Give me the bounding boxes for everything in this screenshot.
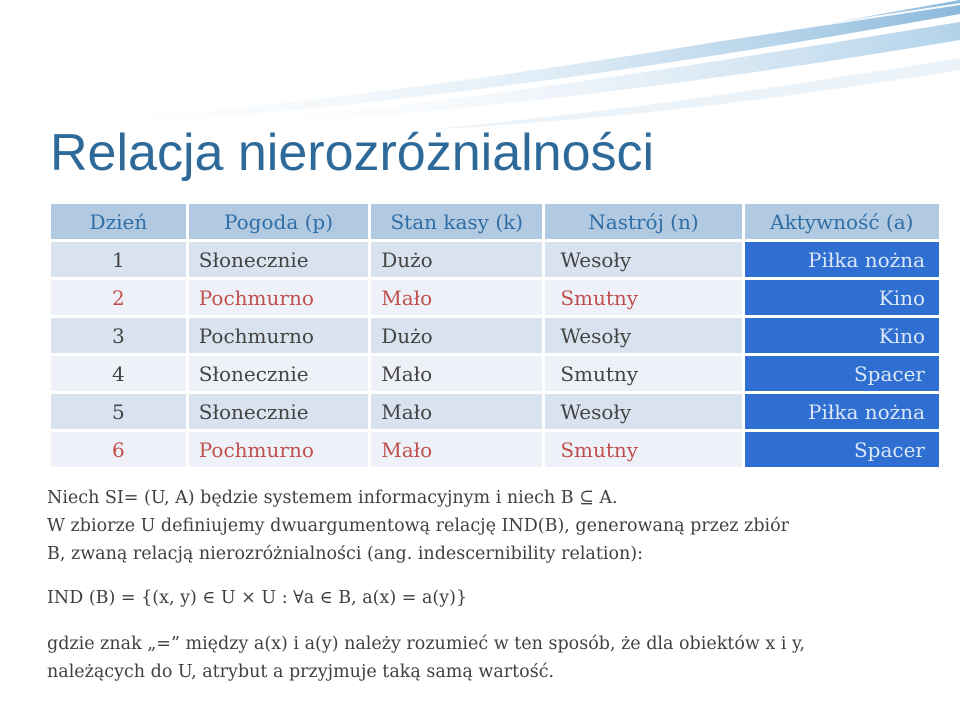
cell-activity: Piłka nożna [745, 394, 939, 429]
cell-weather: Pochmurno [189, 432, 368, 467]
definition-line: B, zwaną relacją nierozróżnialności (ang. indescernibility relation): [47, 544, 644, 564]
cell-activity: Spacer [745, 432, 939, 467]
table-row [51, 356, 939, 391]
cell-weather: Pochmurno [189, 318, 368, 353]
cell-mood: Smutny [545, 432, 741, 467]
explanation-line: gdzie znak „=” między a(x) i a(y) należy rozumieć w ten sposób, że dla obiektów x i y, [47, 634, 806, 654]
cell-weather: Słonecznie [189, 356, 368, 391]
cell-day: 1 [51, 242, 186, 277]
cell-weather: Słonecznie [189, 242, 368, 277]
cell-activity: Piłka nożna [745, 242, 939, 277]
cell-day: 6 [51, 432, 186, 467]
table-row [51, 432, 939, 467]
slide-title: Relacja nierozróżnialności [50, 124, 655, 182]
cell-mood: Wesoły [545, 242, 741, 277]
cell-mood: Wesoły [545, 394, 741, 429]
cell-mood: Wesoły [545, 318, 741, 353]
header-cash: Stan kasy (k) [371, 204, 542, 239]
cell-weather: Słonecznie [189, 394, 368, 429]
decorative-swoosh [0, 0, 960, 130]
header-mood: Nastrój (n) [545, 204, 741, 239]
cell-cash: Mało [371, 432, 542, 467]
cell-day: 2 [51, 280, 186, 315]
cell-day: 4 [51, 356, 186, 391]
cell-cash: Dużo [371, 318, 542, 353]
cell-cash: Mało [371, 280, 542, 315]
definition-line: W zbiorze U definiujemy dwuargumentową relację IND(B), generowaną przez zbiór [47, 516, 790, 536]
header-weather: Pogoda (p) [189, 204, 368, 239]
header-day: Dzień [51, 204, 186, 239]
cell-activity: Kino [745, 280, 939, 315]
table-row [51, 242, 939, 277]
definition-text [47, 484, 927, 686]
explanation-line: należących do U, atrybut a przyjmuje taką samą wartość. [47, 662, 555, 682]
cell-day: 3 [51, 318, 186, 353]
table-row [51, 394, 939, 429]
decision-table [48, 201, 942, 470]
ind-formula: IND (B) = {(x, y) ∈ U × U : ∀a ∈ B, a(x) = a(y)} [47, 588, 468, 608]
table-row [51, 280, 939, 315]
header-activity: Aktywność (a) [745, 204, 939, 239]
cell-weather: Pochmurno [189, 280, 368, 315]
cell-activity: Kino [745, 318, 939, 353]
cell-activity: Spacer [745, 356, 939, 391]
cell-day: 5 [51, 394, 186, 429]
cell-cash: Mało [371, 394, 542, 429]
cell-cash: Mało [371, 356, 542, 391]
cell-mood: Smutny [545, 356, 741, 391]
cell-mood: Smutny [545, 280, 741, 315]
definition-line: Niech SI= (U, A) będzie systemem informacyjnym i niech B ⊆ A. [47, 488, 618, 508]
cell-cash: Dużo [371, 242, 542, 277]
table-row [51, 318, 939, 353]
table-header-row [51, 204, 939, 239]
